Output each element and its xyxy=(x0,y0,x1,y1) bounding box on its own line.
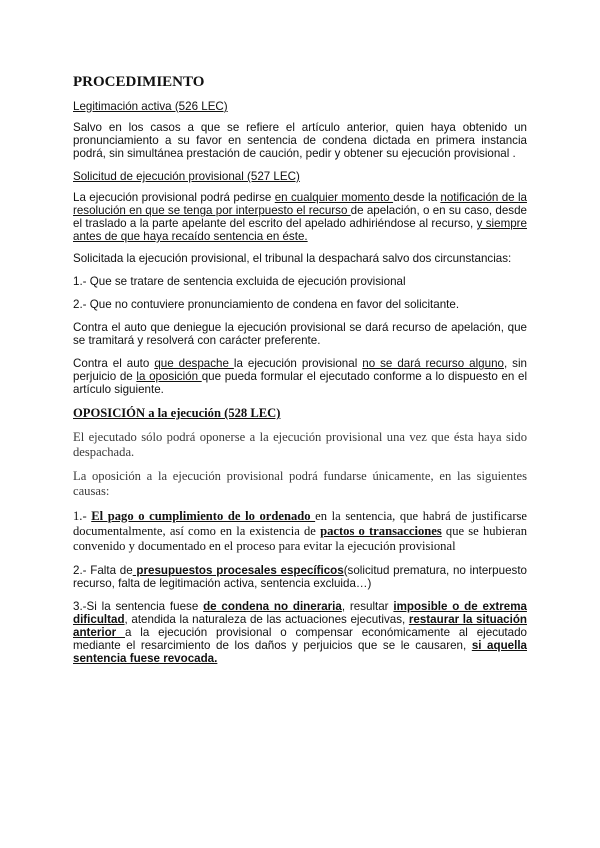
list-item: 2.- Que no contuviere pronunciamiento de condena en favor del solicitante. xyxy=(73,298,460,311)
paragraph: Contra el auto que deniegue la ejecución provisional se dará recurso de apelación, que se tramitará y resolverá con carácter preferente. xyxy=(73,321,527,347)
document-page xyxy=(73,70,527,665)
list-item: 2.- Falta de presupuestos procesales específicos(solicitud prematura, no interpuesto recurso, falta de legitimación activa, sentencia excluida…) xyxy=(73,564,527,590)
paragraph: Solicitada la ejecución provisional, el tribunal la despachará salvo dos circunstancias: xyxy=(73,252,512,265)
section-heading-oposicion: OPOSICIÓN a la ejecución (528 LEC) xyxy=(73,406,281,420)
list-item: 1.- El pago o cumplimiento de lo ordenado en la sentencia, que habrá de justificarse documentalmente, así como en la existencia de pactos o transacciones que se hubieran convenido y documentado en el proceso para evitar la ejecución provisional xyxy=(73,509,528,553)
paragraph: Salvo en los casos a que se refiere el artículo anterior, quien haya obtenido un pronunciamiento a su favor en sentencia de condena dictada en primera instancia podrá, sin simultánea prestación de caución, pedir y obtener su ejecución provisional . xyxy=(73,121,527,160)
paragraph: El ejecutado sólo podrá oponerse a la ejecución provisional una vez que ésta haya sido despachada. xyxy=(73,430,527,459)
page-title: PROCEDIMIENTO xyxy=(73,74,205,90)
paragraph: La ejecución provisional podrá pedirse en cualquier momento desde la notificación de la resolución en que se tenga por interpuesto el recurso de apelación, o en su caso, desde el traslado a la parte apelante del escrito del apelado adhiriéndose al recurso, y siempre antes de que haya recaído sentencia en éste. xyxy=(73,191,527,243)
list-item: 1.- Que se tratare de sentencia excluida de ejecución provisional xyxy=(73,275,406,288)
section-heading-legitimacion: Legitimación activa (526 LEC) xyxy=(73,100,228,113)
paragraph: La oposición a la ejecución provisional podrá fundarse únicamente, en las siguientes causas: xyxy=(73,469,527,498)
paragraph: Contra el auto que despache la ejecución provisional no se dará recurso alguno, sin perjuicio de la oposición que pueda formular el ejecutado conforme a lo dispuesto en el artículo siguiente. xyxy=(73,357,528,396)
list-item: 3.-Si la sentencia fuese de condena no dineraria, resultar imposible o de extrema dificultad, atendida la naturaleza de las actuaciones ejecutivas, restaurar la situación anterior a la ejecución provisional o compensar económicamente al ejecutado mediante el resarcimiento de los daños y perjuicios que se le causaren, si aquella sentencia fuese revocada. xyxy=(73,600,528,665)
section-heading-solicitud: Solicitud de ejecución provisional (527 LEC) xyxy=(73,170,300,183)
